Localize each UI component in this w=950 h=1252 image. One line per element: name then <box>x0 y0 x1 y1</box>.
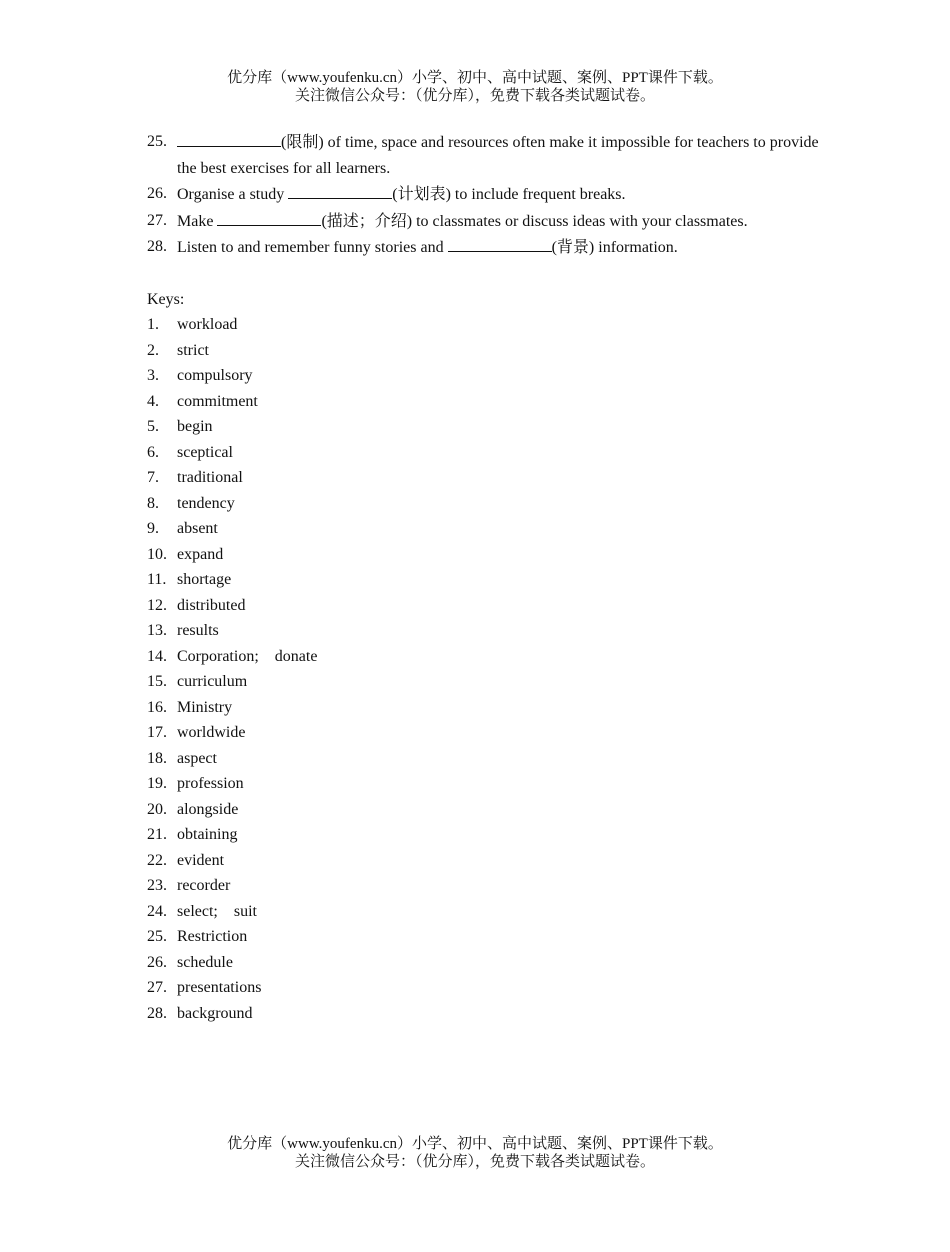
question-text-before: Make <box>177 212 218 230</box>
key-number: 11. <box>147 571 167 588</box>
page-header <box>0 69 950 105</box>
answer-blank <box>177 129 281 147</box>
key-item <box>147 848 827 874</box>
key-number: 10. <box>147 545 167 563</box>
key-answer: expand <box>177 545 224 563</box>
key-answer: commitment <box>177 392 258 410</box>
key-item <box>147 924 827 950</box>
question-number: 25. <box>147 133 167 150</box>
key-item <box>147 389 827 415</box>
key-item <box>147 312 827 338</box>
key-number: 5. <box>147 418 159 435</box>
key-number: 15. <box>147 673 167 690</box>
key-answer: strict <box>177 341 209 359</box>
key-number: 9. <box>147 520 159 537</box>
key-number: 22. <box>147 851 167 869</box>
question-list <box>147 129 827 261</box>
footer-line-2: 关注微信公众号：（优分库），免费下载各类试题试卷。 <box>294 1154 655 1170</box>
key-number: 12. <box>147 596 167 614</box>
key-item <box>147 338 827 364</box>
question-text-after: to include frequent breaks. <box>450 186 626 203</box>
key-number: 8. <box>147 494 159 512</box>
key-number: 24. <box>147 902 167 920</box>
key-number: 1. <box>147 316 159 333</box>
key-answer: shortage <box>177 571 232 588</box>
key-number: 19. <box>147 775 167 792</box>
key-item <box>147 567 827 593</box>
key-item <box>147 797 827 823</box>
key-item <box>147 720 827 746</box>
key-number: 3. <box>147 367 159 384</box>
key-answer: aspect <box>177 749 217 767</box>
key-answer: traditional <box>177 469 243 486</box>
question-item <box>147 208 827 235</box>
key-number: 17. <box>147 724 167 741</box>
key-answer: schedule <box>177 953 233 971</box>
question-number: 28. <box>147 238 167 255</box>
key-item <box>147 975 827 1001</box>
key-item <box>147 644 827 670</box>
key-answer: worldwide <box>177 724 246 741</box>
key-number: 26. <box>147 953 167 971</box>
key-number: 25. <box>147 928 167 945</box>
key-number: 2. <box>147 341 159 359</box>
key-item <box>147 950 827 976</box>
key-item <box>147 414 827 440</box>
key-answer: sceptical <box>177 443 233 461</box>
key-number: 20. <box>147 800 167 818</box>
answer-key-list <box>147 312 827 1026</box>
key-number: 16. <box>147 698 167 716</box>
question-hint: (限制) <box>281 134 324 151</box>
question-number: 27. <box>147 211 167 229</box>
key-number: 23. <box>147 877 167 894</box>
key-answer: begin <box>177 418 213 435</box>
key-number: 28. <box>147 1004 167 1022</box>
key-item <box>147 516 827 542</box>
key-answer: Restriction <box>177 928 248 945</box>
answer-blank <box>448 234 552 252</box>
key-item <box>147 440 827 466</box>
key-answer: Ministry <box>177 698 233 716</box>
key-item <box>147 1001 827 1027</box>
key-answer: recorder <box>177 877 231 894</box>
question-text-before: Listen to and remember funny stories and <box>177 239 448 256</box>
key-answer: workload <box>177 316 238 333</box>
key-answer: results <box>177 622 219 639</box>
key-item <box>147 899 827 925</box>
question-item <box>147 129 827 181</box>
key-number: 21. <box>147 826 167 843</box>
answer-blank <box>217 208 321 226</box>
key-item <box>147 873 827 899</box>
document-body <box>147 129 827 1026</box>
question-text-before: Organise a study <box>177 186 289 203</box>
key-item <box>147 771 827 797</box>
key-answer: evident <box>177 851 225 869</box>
key-answer: distributed <box>177 596 246 614</box>
key-answer: tendency <box>177 494 235 512</box>
key-item <box>147 363 827 389</box>
footer-line-1: 优分库（www.youfenku.cn）小学、初中、高中试题、案例、PPT课件下载。 <box>227 1136 723 1152</box>
key-number: 6. <box>147 443 159 461</box>
key-number: 13. <box>147 622 167 639</box>
question-text-after: to classmates or discuss ideas with your classmates. <box>412 212 748 230</box>
key-number: 27. <box>147 979 167 996</box>
question-hint: (背景) <box>551 239 595 256</box>
key-number: 14. <box>147 647 167 665</box>
key-item <box>147 618 827 644</box>
key-answer: select; suit <box>177 902 257 920</box>
header-line-2: 关注微信公众号：（优分库），免费下载各类试题试卷。 <box>294 88 655 104</box>
question-item <box>147 234 827 261</box>
key-item <box>147 593 827 619</box>
key-answer: alongside <box>177 800 239 818</box>
key-number: 18. <box>147 749 167 767</box>
question-hint: (描述；介绍) <box>321 212 413 230</box>
key-answer: profession <box>177 775 244 792</box>
key-answer: compulsory <box>177 367 253 384</box>
key-item <box>147 491 827 517</box>
key-item <box>147 669 827 695</box>
key-item <box>147 746 827 772</box>
question-item <box>147 181 827 208</box>
key-item <box>147 822 827 848</box>
keys-heading: Keys: <box>147 290 185 308</box>
key-item <box>147 695 827 721</box>
question-text-after: information. <box>594 239 678 256</box>
key-answer: obtaining <box>177 826 238 843</box>
question-hint: (计划表) <box>392 186 451 203</box>
key-answer: Corporation; donate <box>177 647 318 665</box>
key-answer: background <box>177 1004 253 1022</box>
key-number: 4. <box>147 392 159 410</box>
key-number: 7. <box>147 469 159 486</box>
page-footer <box>0 1135 950 1171</box>
key-item <box>147 465 827 491</box>
header-line-1: 优分库（www.youfenku.cn）小学、初中、高中试题、案例、PPT课件下载。 <box>227 70 723 86</box>
key-answer: absent <box>177 520 218 537</box>
key-answer: curriculum <box>177 673 248 690</box>
question-number: 26. <box>147 185 167 202</box>
key-item <box>147 542 827 568</box>
question-text-after: of time, space and resources often make it impossible for teachers to provide the best exercises for all learners. <box>177 134 819 177</box>
answer-blank <box>288 181 392 199</box>
key-answer: presentations <box>177 979 262 996</box>
